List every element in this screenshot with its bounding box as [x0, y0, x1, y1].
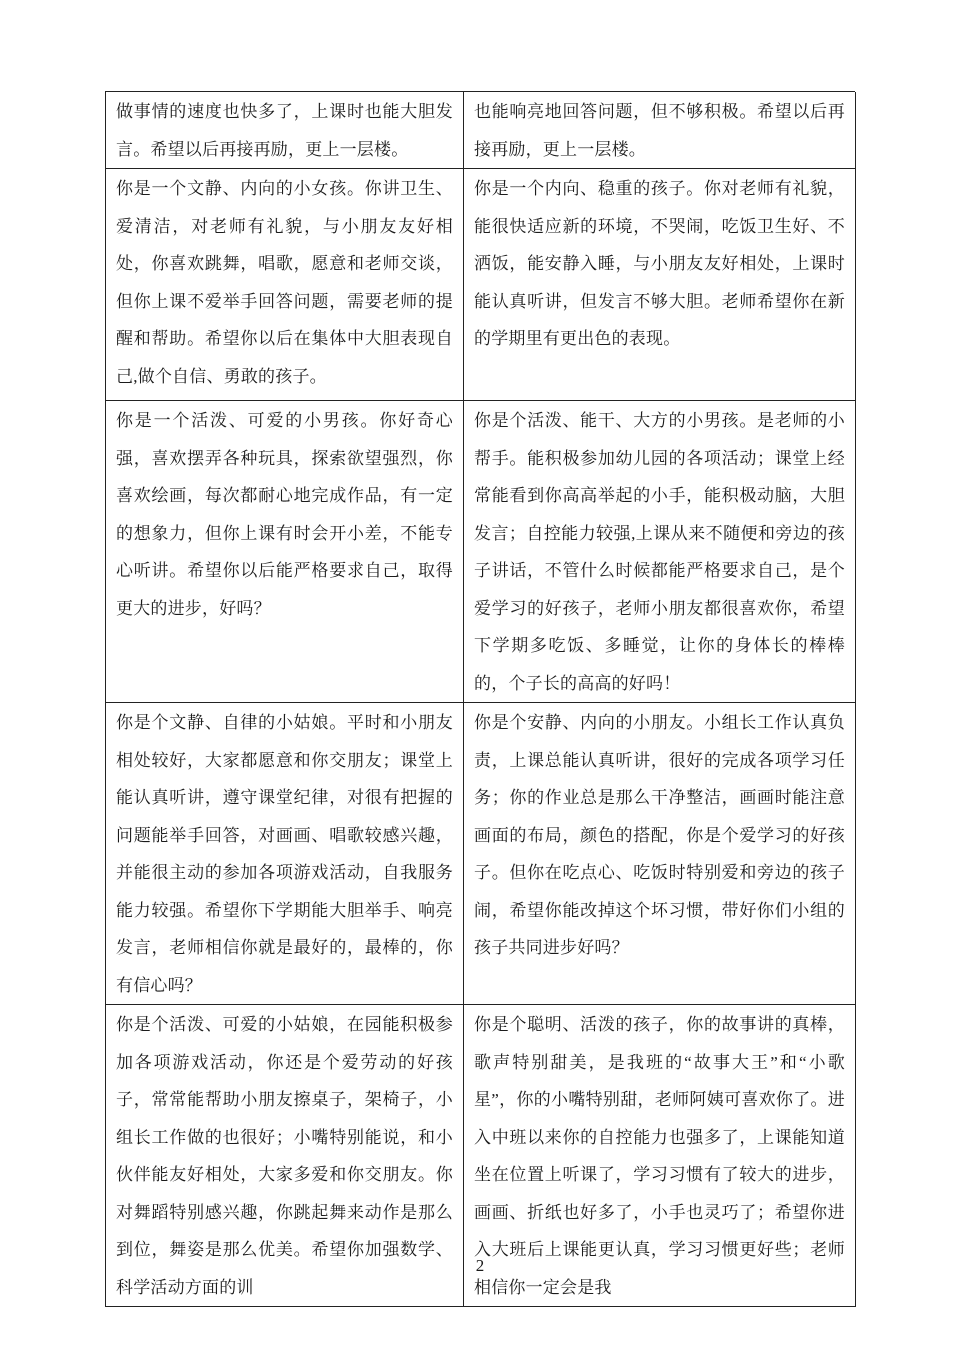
table-cell: 你是个聪明、活泼的孩子，你的故事讲的真棒，歌声特别甜美，是我班的“故事大王”和“小歌星”，你的小嘴特别甜，老师阿姨可喜欢你了。进入中班以来你的自控能力也强多了，上课能知道坐在位置上听课了，学习习惯有了较大的进步，画画、折纸也好多了，小手也灵巧了；希望你进入大班后上课能更认真，学习习惯更好些；老师相信你一定会是我	[464, 1005, 856, 1307]
table-cell: 你是一个活泼、可爱的小男孩。你好奇心强，喜欢摆弄各种玩具，探索欲望强烈，你喜欢绘画，每次都耐心地完成作品，有一定的想象力，但你上课有时会开小差，不能专心听讲。希望你以后能严格要求自己，取得更大的进步，好吗？	[106, 401, 464, 703]
table-cell: 你是一个内向、稳重的孩子。你对老师有礼貌，能很快适应新的环境，不哭闹，吃饭卫生好、不洒饭，能安静入睡，与小朋友友好相处，上课时能认真听讲，但发言不够大胆。老师希望你在新的学期里有更出色的表现。	[464, 169, 856, 401]
table-cell: 你是个安静、内向的小朋友。小组长工作认真负责，上课总能认真听讲，很好的完成各项学习任务；你的作业总是那么干净整洁，画画时能注意画面的布局，颜色的搭配，你是个爱学习的好孩子。但你在吃点心、吃饭时特别爱和旁边的孩子闹，希望你能改掉这个坏习惯，带好你们小组的孩子共同进步好吗？	[464, 703, 856, 1005]
table-cell: 你是个活泼、能干、大方的小男孩。是老师的小帮手。能积极参加幼儿园的各项活动；课堂上经常能看到你高高举起的小手，能积极动脑，大胆发言；自控能力较强,上课从来不随便和旁边的孩子讲话，不管什么时候都能严格要求自己，是个爱学习的好孩子，老师小朋友都很喜欢你，希望下学期多吃饭、多睡觉，让你的身体长的棒棒的，个子长的高高的好吗！	[464, 401, 856, 703]
table-cell: 也能响亮地回答问题，但不够积极。希望以后再接再励，更上一层楼。	[464, 92, 856, 169]
table-cell: 你是个活泼、可爱的小姑娘，在园能积极参加各项游戏活动，你还是个爱劳动的好孩子，常常能帮助小朋友擦桌子，架椅子，小组长工作做的也很好；小嘴特别能说，和小伙伴能友好相处，大家多爱和你交朋友。你对舞蹈特别感兴趣，你跳起舞来动作是那么到位，舞姿是那么优美。希望你加强数学、科学活动方面的训	[106, 1005, 464, 1307]
page-number: 2	[475, 1256, 485, 1275]
table-cell: 你是个文静、自律的小姑娘。平时和小朋友相处较好，大家都愿意和你交朋友；课堂上能认真听讲，遵守课堂纪律，对很有把握的问题能举手回答，对画画、唱歌较感兴趣，并能很主动的参加各项游戏活动，自我服务能力较强。希望你下学期能大胆举手、响亮发言，老师相信你就是最好的，最棒的，你有信心吗？	[106, 703, 464, 1005]
comments-table	[105, 91, 855, 1307]
table-cell: 你是一个文静、内向的小女孩。你讲卫生、爱清洁，对老师有礼貌，与小朋友友好相处，你喜欢跳舞，唱歌，愿意和老师交谈，但你上课不爱举手回答问题，需要老师的提醒和帮助。希望你以后在集体中大胆表现自己,做个自信、勇敢的孩子。	[106, 169, 464, 401]
table-cell: 做事情的速度也快多了，上课时也能大胆发言。希望以后再接再励，更上一层楼。	[106, 92, 464, 169]
